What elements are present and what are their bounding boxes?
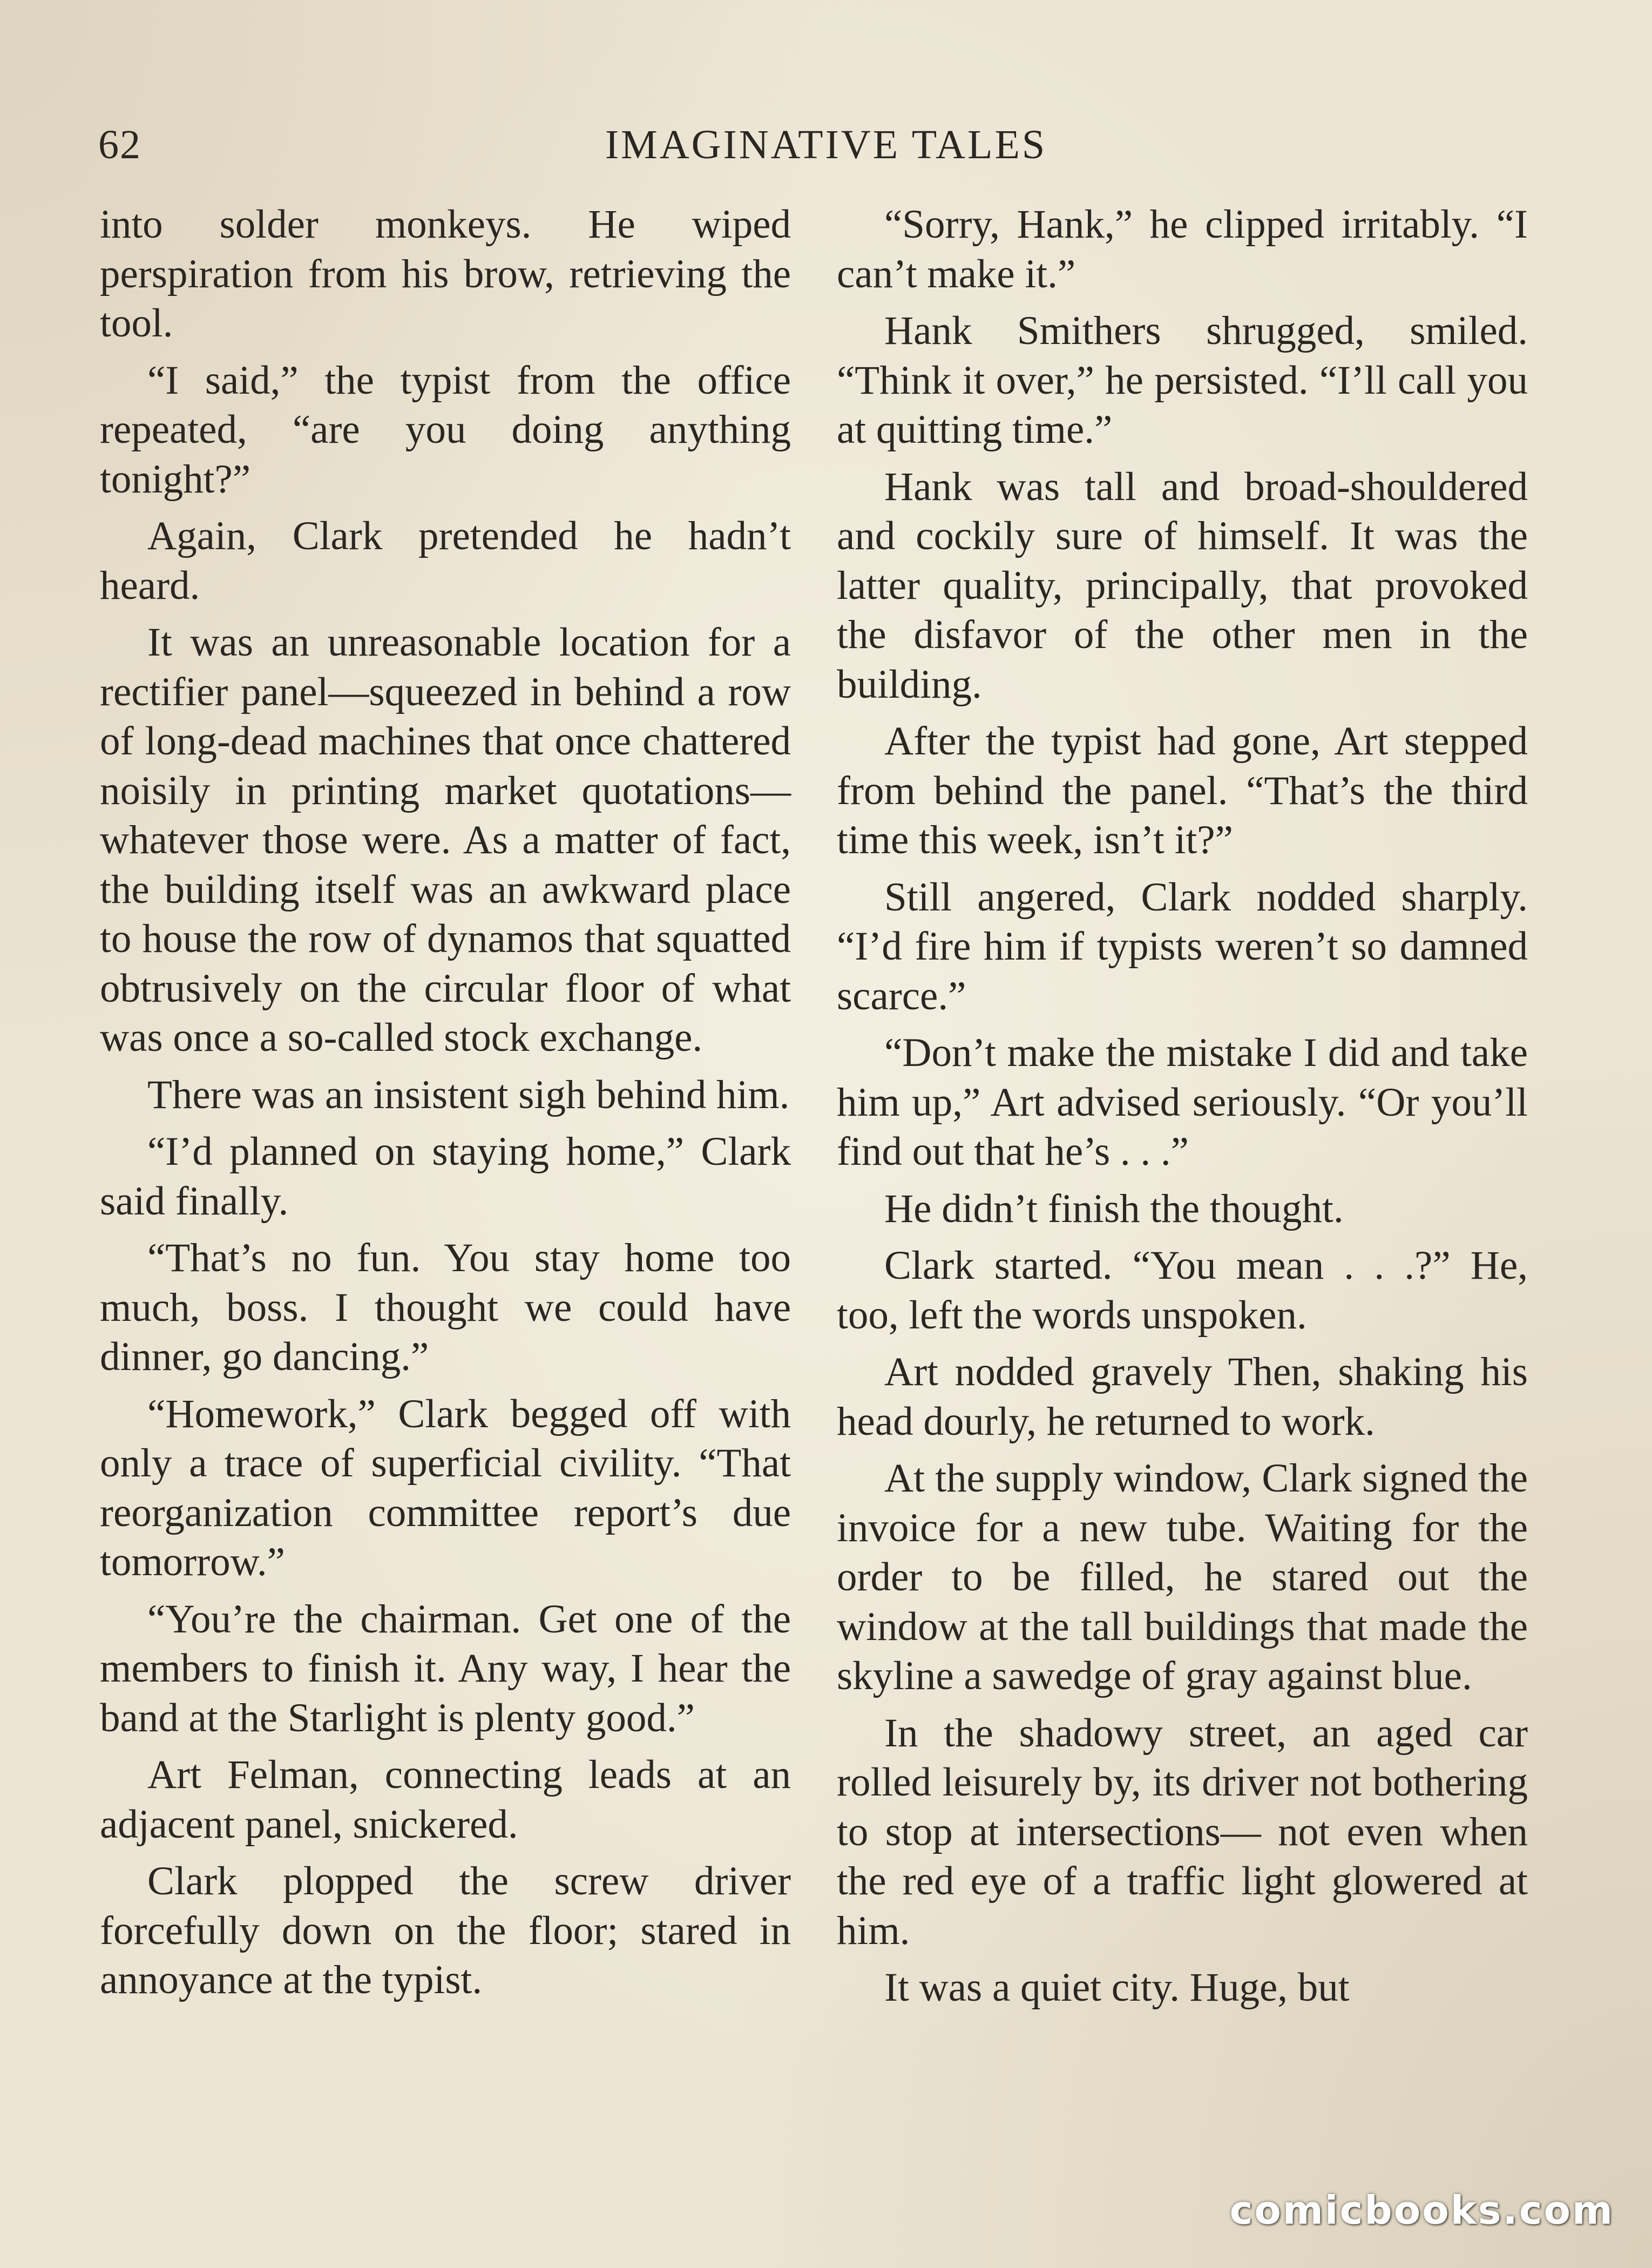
watermark: comicbooks.com [1229, 2188, 1614, 2233]
paragraph: It was a quiet city. Huge, but [884, 1965, 1350, 2010]
paragraph: “You’re the chairman. Get one of the members to finish it. Any way, I hear the band at the Starlight is plenty good.” [100, 1596, 791, 1740]
paragraph: “That’s no fun. You stay home too much, boss. I thought we could have dinner, go dancing.” [100, 1236, 791, 1379]
right-column [837, 200, 1528, 2020]
paragraph: “I said,” the typist from the office repeated, “are you doing anything tonight?” [100, 357, 791, 502]
left-column [100, 200, 791, 2013]
paragraph: It was an unreasonable location for a rectifier panel—squeezed in behind a row of long-dead machines that once chattered noisily in printing market quotations—whatever those were. As a matter of fact, the building itself was an awkward place to house the row of dynamos that squatted obtrusively on the circular floor of what was once a so-called stock exchange. [100, 620, 791, 1060]
paragraph: At the supply window, Clark signed the invoice for a new tube. Waiting for the order to be filled, he stared out the window at the tall buildings that made the skyline a sawedge of gray against blue. [837, 1456, 1528, 1698]
paragraph: Art nodded gravely Then, shaking his head dourly, he returned to work. [837, 1349, 1528, 1444]
paragraph: In the shadowy street, an aged car rolled leisurely by, its driver not bothering to stop at intersections— not even when the red eye of a traffic light glowered at him. [837, 1710, 1528, 1953]
paragraph: Art Felman, connecting leads at an adjacent panel, snickered. [100, 1752, 791, 1847]
paragraph: Still angered, Clark nodded sharply. “I’d fire him if typists weren’t so damned scarce.” [837, 874, 1528, 1018]
paragraph: Hank was tall and broad-shouldered and cockily sure of himself. It was the latter quality, principally, that provoked the disfavor of the other men in the building. [837, 464, 1528, 707]
paragraph: “Don’t make the mistake I did and take him up,” Art advised seriously. “Or you’ll find out that he’s . . .” [837, 1030, 1528, 1174]
paragraph: “Sorry, Hank,” he clipped irritably. “I can’t make it.” [837, 202, 1528, 296]
paragraph: Hank Smithers shrugged, smiled. “Think it over,” he persisted. “I’ll call you at quitting time.” [837, 308, 1528, 452]
paragraph: “Homework,” Clark begged off with only a trace of superficial civility. “That reorganization committee report’s due tomorrow.” [100, 1391, 791, 1584]
paragraph: “I’d planned on staying home,” Clark said finally. [100, 1129, 791, 1224]
paragraph: He didn’t finish the thought. [884, 1186, 1344, 1231]
paragraph: Clark plopped the screw driver forcefully down on the floor; stared in annoyance at the typist. [100, 1859, 791, 2002]
page-number: 62 [98, 122, 141, 167]
paragraph: Clark started. “You mean . . .?” He, too, left the words unspoken. [837, 1243, 1528, 1338]
paragraph: There was an insistent sigh behind him. [147, 1072, 790, 1117]
paragraph: into solder monkeys. He wiped perspiration from his brow, retrieving the tool. [100, 202, 791, 346]
page-header [0, 122, 1652, 176]
paragraph: After the typist had gone, Art stepped from behind the panel. “That’s the third time this week, isn’t it?” [837, 719, 1528, 862]
running-title: IMAGINATIVE TALES [605, 122, 1047, 167]
paragraph: Again, Clark pretended he hadn’t heard. [100, 514, 791, 608]
